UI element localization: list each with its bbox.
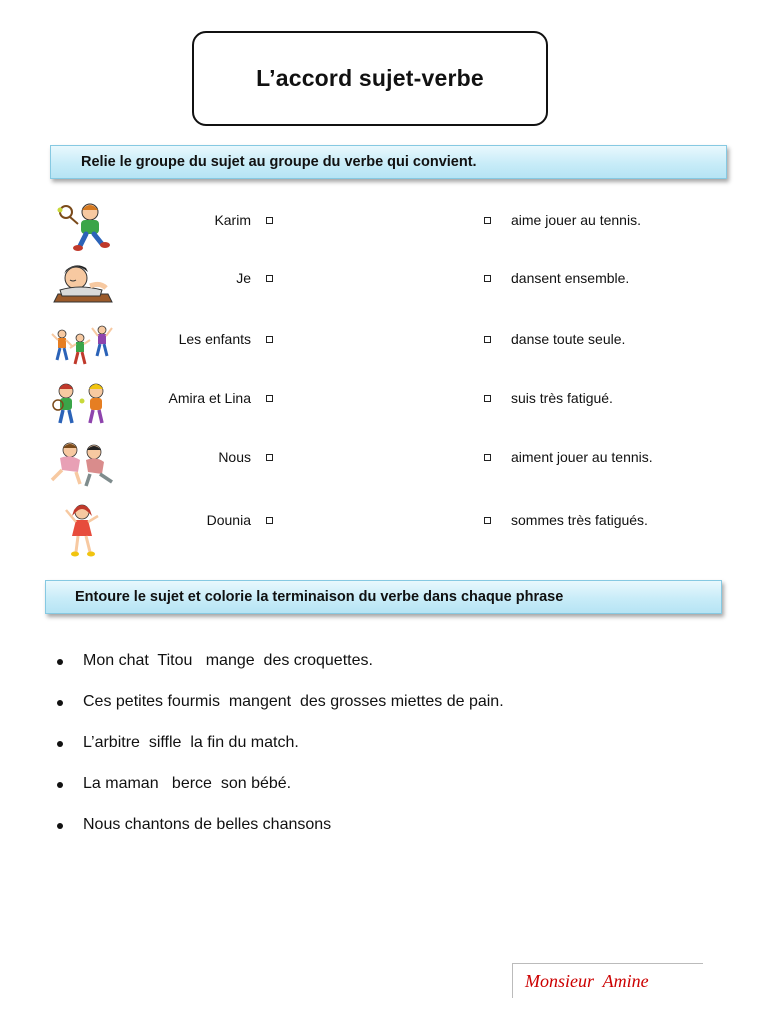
verb-connector-dot[interactable]: [484, 275, 491, 282]
two-girls-playing-tennis-illustration: [50, 377, 116, 433]
sentence-item: [55, 775, 504, 816]
verb-connector-dot[interactable]: [484, 336, 491, 343]
subject-connector-dot[interactable]: [266, 275, 273, 282]
tired-children-sitting-illustration: [50, 436, 116, 492]
sentence-text: Nous chantons de belles chansons: [83, 816, 332, 833]
verb-label: danse toute seule.: [511, 331, 626, 347]
page-title: L’accord sujet-verbe: [256, 65, 484, 91]
bullet-icon: [57, 700, 63, 706]
sentence-text: L’arbitre siffle la fin du match.: [83, 734, 299, 751]
subject-label: Je: [236, 270, 251, 286]
title-box: [192, 31, 548, 126]
verb-label: suis très fatigué.: [511, 390, 613, 406]
children-dancing-illustration: [50, 318, 116, 374]
matching-row: [0, 377, 768, 437]
verb-connector-dot[interactable]: [484, 454, 491, 461]
bullet-icon: [57, 782, 63, 788]
signature-box: [512, 963, 703, 998]
sentence-text: Mon chat Titou mange des croquettes.: [83, 652, 373, 669]
subject-connector-dot[interactable]: [266, 217, 273, 224]
matching-row: [0, 436, 768, 496]
matching-row: [0, 498, 768, 560]
verb-connector-dot[interactable]: [484, 217, 491, 224]
sentence-item: [55, 816, 504, 857]
subject-connector-dot[interactable]: [266, 336, 273, 343]
matching-row: [0, 256, 768, 316]
subject-label: Dounia: [206, 512, 251, 528]
subject-label: Nous: [218, 449, 251, 465]
sentence-item: [55, 734, 504, 775]
subject-label: Karim: [214, 212, 251, 228]
verb-label: aiment jouer au tennis.: [511, 449, 653, 465]
verb-label: aime jouer au tennis.: [511, 212, 641, 228]
matching-row: [0, 198, 768, 258]
sentence-text: La maman berce son bébé.: [83, 775, 292, 792]
sentence-item: [55, 693, 504, 734]
subject-label: Les enfants: [178, 331, 251, 347]
author-signature: Monsieur Amine: [525, 971, 649, 991]
matching-row: [0, 318, 768, 378]
bullet-icon: [57, 741, 63, 747]
bullet-icon: [57, 659, 63, 665]
verb-label: dansent ensemble.: [511, 270, 630, 286]
exercise2-instruction: Entoure le sujet et colorie la terminaison du verbe dans chaque phrase: [45, 580, 722, 614]
boy-playing-tennis-illustration: [50, 198, 116, 254]
sentence-list: [55, 652, 504, 857]
subject-connector-dot[interactable]: [266, 395, 273, 402]
bullet-icon: [57, 823, 63, 829]
subject-connector-dot[interactable]: [266, 517, 273, 524]
tired-boy-sleeping-illustration: [50, 256, 116, 312]
girl-dancing-illustration: [50, 498, 116, 560]
exercise1-instruction: Relie le groupe du sujet au groupe du verbe qui convient.: [50, 145, 727, 179]
verb-connector-dot[interactable]: [484, 395, 491, 402]
subject-connector-dot[interactable]: [266, 454, 273, 461]
sentence-text: Ces petites fourmis mangent des grosses miettes de pain.: [83, 693, 504, 710]
subject-label: Amira et Lina: [168, 390, 251, 406]
verb-label: sommes très fatigués.: [511, 512, 648, 528]
sentence-item: [55, 652, 504, 693]
verb-connector-dot[interactable]: [484, 517, 491, 524]
